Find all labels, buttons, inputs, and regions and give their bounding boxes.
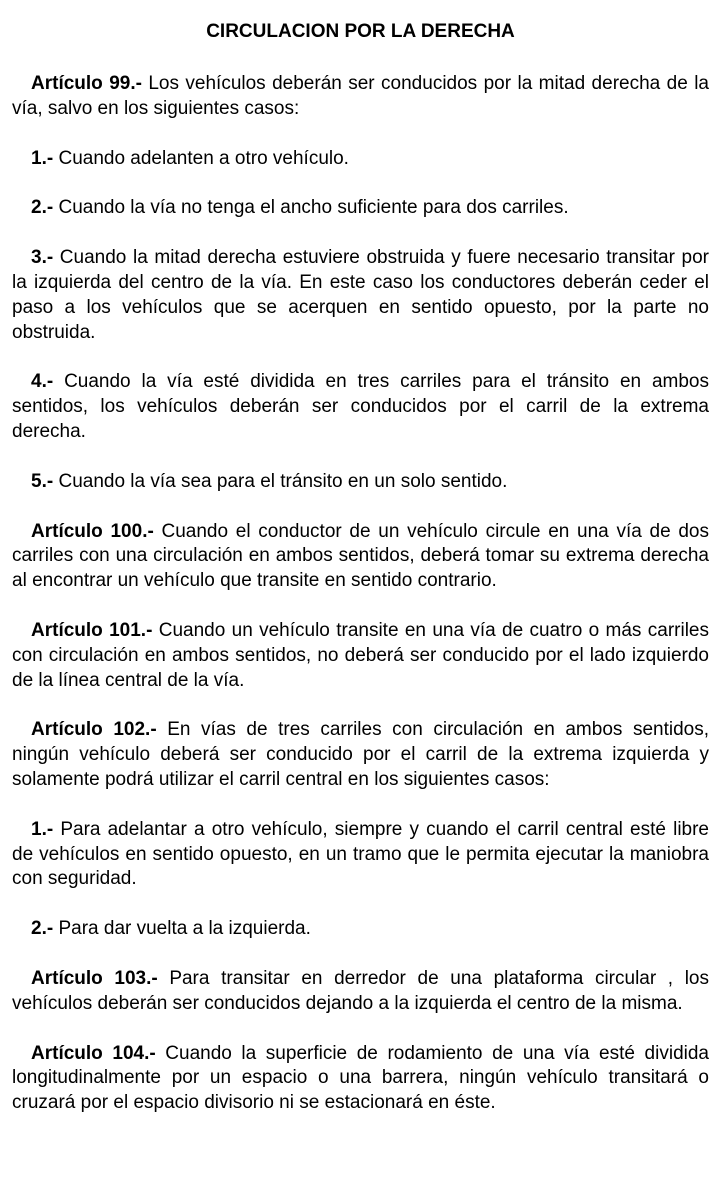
article-102-case-1 — [12, 818, 709, 892]
case-2 — [12, 196, 709, 221]
article-103 — [12, 967, 709, 1017]
article-99 — [12, 72, 709, 122]
paragraph-label: 2.- — [31, 197, 54, 219]
paragraph-text: Cuando la mitad derecha estuviere obstruida y fuere necesario transitar por la izquierda del centro de la vía. En este caso los conductores deberán ceder el paso a los vehículos que se acerquen en sentido opuesto, por la parte no obstruida. — [12, 247, 709, 343]
paragraph-label: Artículo 100.- — [31, 520, 154, 542]
paragraph-label: 4.- — [31, 371, 54, 393]
paragraph-label: Artículo 101.- — [31, 619, 153, 641]
article-102-case-2 — [12, 917, 709, 942]
paragraph-label: Artículo 102.- — [31, 719, 157, 741]
paragraph-label: Artículo 104.- — [31, 1042, 156, 1064]
paragraph-label: 1.- — [31, 818, 54, 840]
paragraph-text: Los vehículos deberán ser conducidos por la mitad derecha de la vía, salvo en los siguientes casos: — [12, 73, 709, 119]
paragraph-text: En vías de tres carriles con circulación en ambos sentidos, ningún vehículo deberá ser conducido por el carril de la extrema izquierda y solamente podrá utilizar el carril central en los siguientes casos: — [12, 719, 709, 790]
article-100 — [12, 520, 709, 594]
paragraph-text: Cuando adelanten a otro vehículo. — [53, 147, 349, 169]
paragraph-text: Cuando la superficie de rodamiento de una vía esté dividida longitudinalmente por un espacio o una barrera, ningún vehículo transitará o cruzará por el espacio divisorio ni se estacionará en éste. — [12, 1042, 709, 1114]
paragraph-label: 1.- — [31, 147, 54, 169]
paragraph-label: 3.- — [31, 247, 54, 269]
case-4 — [12, 370, 709, 444]
paragraph-text: Cuando el conductor de un vehículo circule en una vía de dos carriles con una circulación en ambos sentidos, deberá tomar su extrema derecha al encontrar un vehículo que transite en sentido contrario. — [12, 520, 709, 592]
case-5 — [12, 470, 709, 495]
paragraph-label: Artículo 99.- — [31, 73, 142, 94]
paragraph-text: Cuando un vehículo transite en una vía de cuatro o más carriles con circulación en ambos sentidos, no deberá ser conducido por el lado izquierdo de la línea central de la vía. — [12, 619, 709, 691]
article-101 — [12, 619, 709, 693]
article-104 — [12, 1042, 709, 1116]
case-1 — [12, 147, 709, 172]
document-title: CIRCULACION POR LA DERECHA — [206, 21, 515, 42]
paragraph-text: Para dar vuelta a la izquierda. — [53, 918, 311, 940]
paragraph-text: Cuando la vía sea para el tránsito en un solo sentido. — [53, 470, 508, 492]
paragraph-text: Cuando la vía esté dividida en tres carriles para el tránsito en ambos sentidos, los vehículos deberán ser conducidos por el carril de la extrema derecha. — [12, 371, 709, 442]
paragraph-text: Cuando la vía no tenga el ancho suficiente para dos carriles. — [53, 197, 569, 219]
paragraph-label: Artículo 103.- — [31, 967, 158, 989]
article-102 — [12, 718, 709, 792]
case-3 — [12, 246, 709, 345]
paragraph-text: Para transitar en derredor de una plataforma circular , los vehículos deberán ser conducidos dejando a la izquierda el centro de la misma. — [12, 967, 709, 1014]
paragraph-text: Para adelantar a otro vehículo, siempre y cuando el carril central esté libre de vehículos en sentido opuesto, en un tramo que le permita ejecutar la maniobra con seguridad. — [12, 818, 709, 890]
paragraph-label: 2.- — [31, 918, 54, 940]
paragraph-label: 5.- — [31, 470, 54, 492]
